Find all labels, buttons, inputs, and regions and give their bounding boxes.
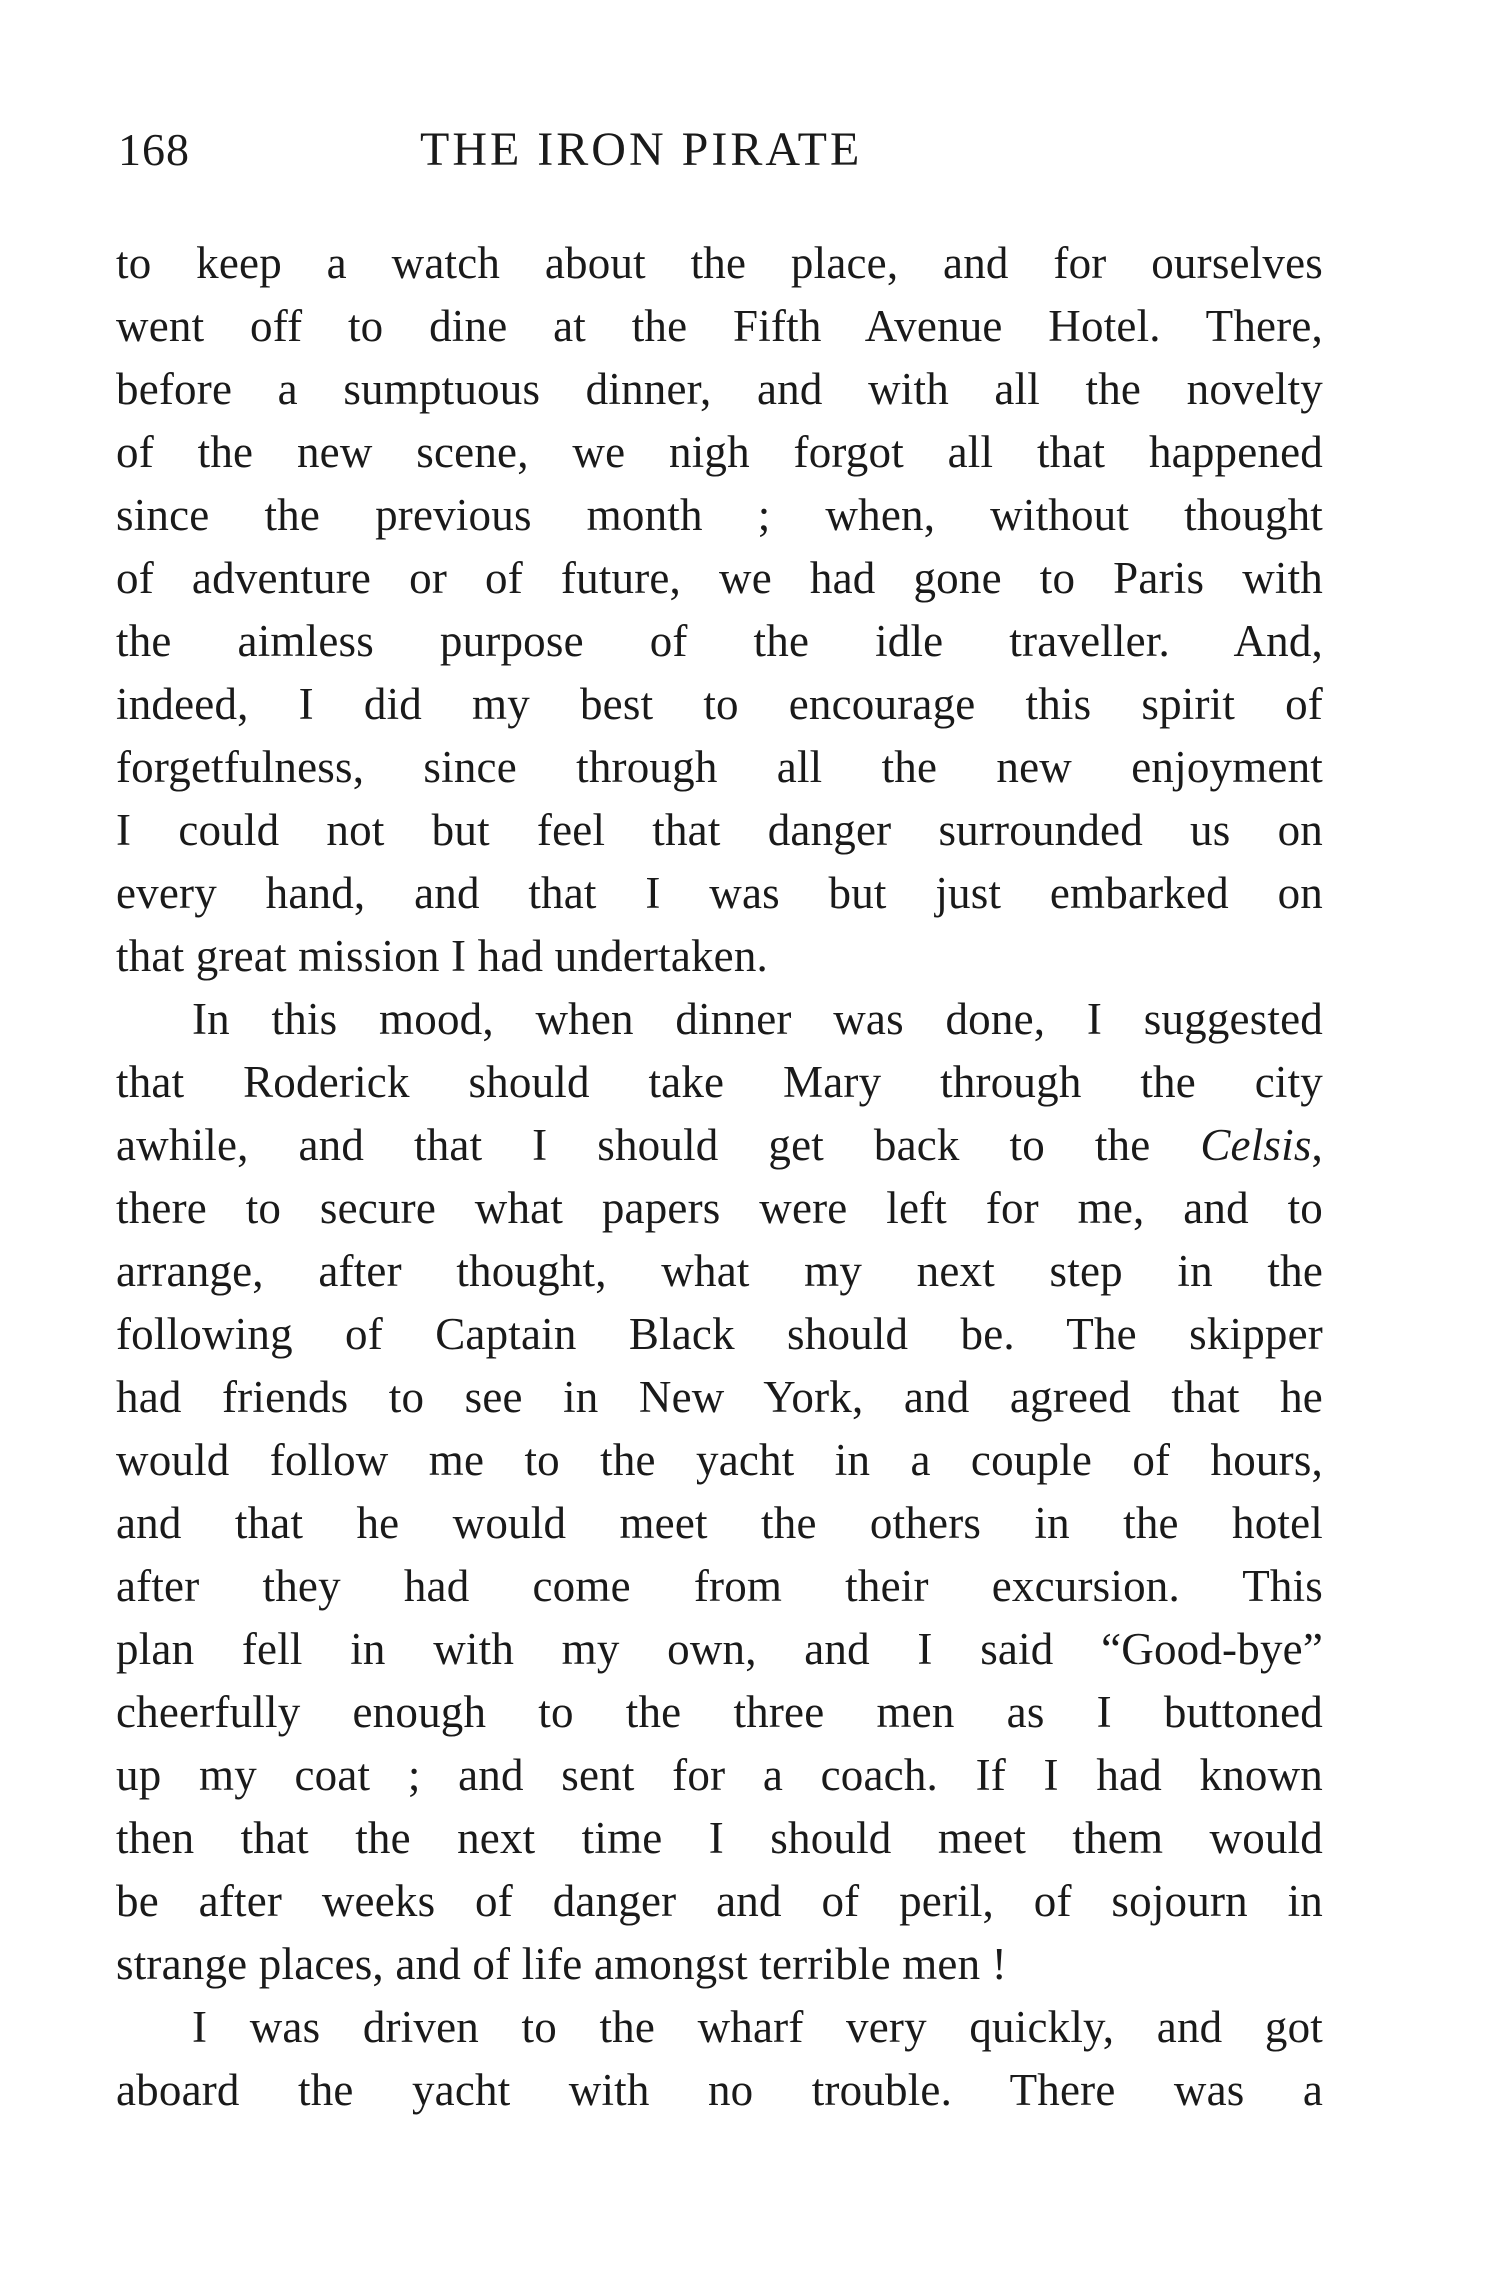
text-line: forgetfulness, since through all the new enjoyment — [116, 742, 1323, 792]
text-line: of adventure or of future, we had gone to Paris with — [116, 553, 1323, 603]
paragraph-end-line: strange places, and of life amongst terrible men ! — [116, 1939, 1007, 1989]
running-title: THE IRON PIRATE — [420, 123, 863, 176]
text-line: after they had come from their excursion. This — [116, 1561, 1323, 1611]
text-line: cheerfully enough to the three men as I buttoned — [116, 1687, 1323, 1737]
text-line: arrange, after thought, what my next step in the — [116, 1246, 1323, 1296]
text-line: there to secure what papers were left for me, and to — [116, 1183, 1323, 1233]
text-fragment: awhile, and that I should get back to the — [116, 1120, 1201, 1170]
text-line-with-ship-name — [116, 1114, 1323, 1177]
text-line: following of Captain Black should be. The skipper — [116, 1309, 1323, 1359]
text-line: be after weeks of danger and of peril, of sojourn in — [116, 1876, 1323, 1926]
text-line: I could not but feel that danger surrounded us on — [116, 805, 1323, 855]
text-line: every hand, and that I was but just embarked on — [116, 868, 1323, 918]
text-line: the aimless purpose of the idle traveller. And, — [116, 616, 1323, 666]
paragraph-start-line: I was driven to the wharf very quickly, and got — [192, 2002, 1323, 2052]
text-line: up my coat ; and sent for a coach. If I had known — [116, 1750, 1323, 1800]
ship-name: Celsis — [1200, 1120, 1312, 1170]
text-line: would follow me to the yacht in a couple of hours, — [116, 1435, 1323, 1485]
page-number: 168 — [118, 124, 190, 175]
text-line: since the previous month ; when, without thought — [116, 490, 1323, 540]
text-line: and that he would meet the others in the hotel — [116, 1498, 1323, 1548]
text-line: then that the next time I should meet them would — [116, 1813, 1323, 1863]
paragraph-start-line: In this mood, when dinner was done, I suggested — [192, 994, 1323, 1044]
text-line: plan fell in with my own, and I said “Good-bye” — [116, 1624, 1323, 1674]
text-line: before a sumptuous dinner, and with all the novelty — [116, 364, 1323, 414]
text-line: went off to dine at the Fifth Avenue Hotel. There, — [116, 301, 1323, 351]
text-fragment: , — [1311, 1120, 1323, 1170]
text-line: that Roderick should take Mary through the city — [116, 1057, 1323, 1107]
paragraph-end-line: that great mission I had undertaken. — [116, 931, 769, 981]
body-text — [116, 232, 1323, 2122]
text-line: had friends to see in New York, and agreed that he — [116, 1372, 1323, 1422]
text-line: to keep a watch about the place, and for ourselves — [116, 238, 1323, 288]
text-line: indeed, I did my best to encourage this spirit of — [116, 679, 1323, 729]
text-line: aboard the yacht with no trouble. There was a — [116, 2065, 1323, 2115]
text-line: of the new scene, we nigh forgot all that happened — [116, 427, 1323, 477]
running-head — [118, 118, 1338, 182]
